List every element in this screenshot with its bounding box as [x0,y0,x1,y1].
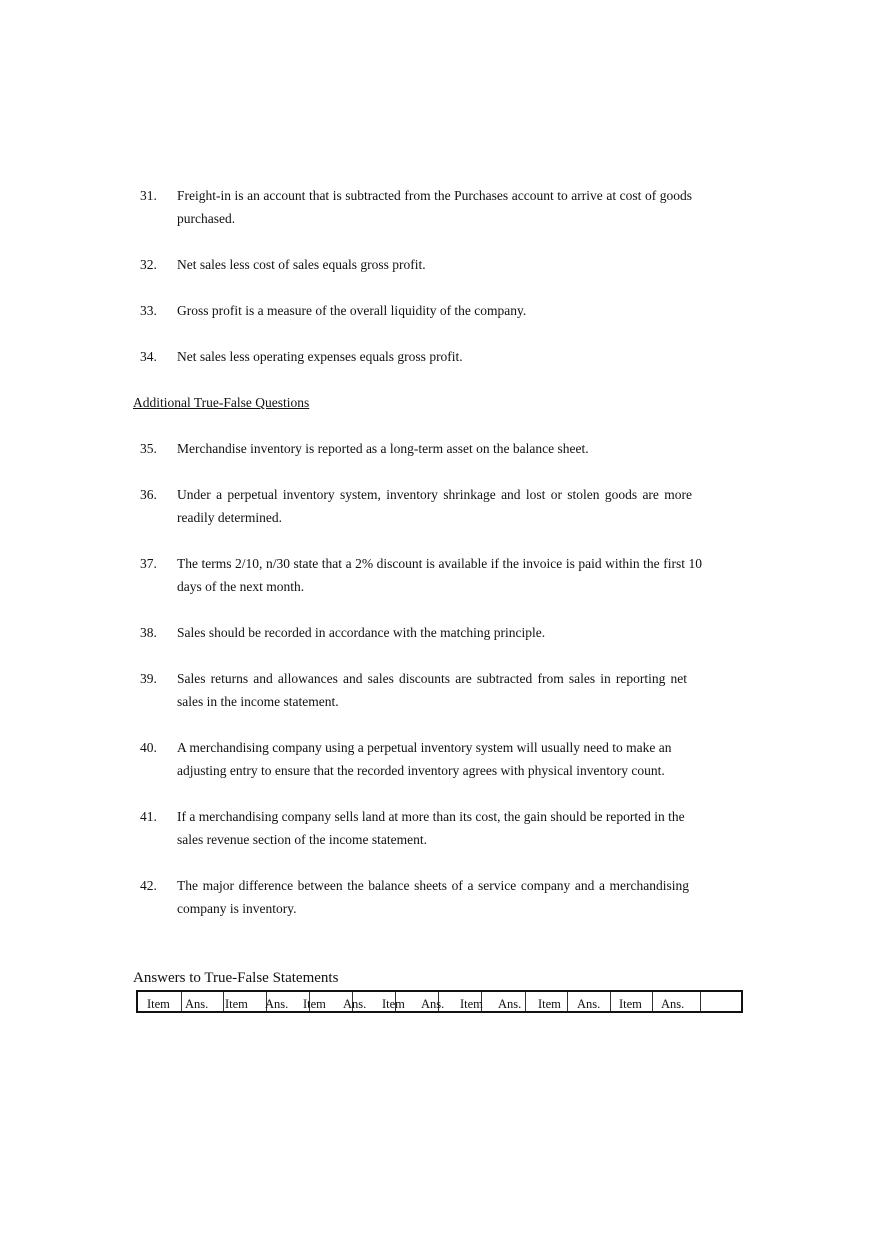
question-40: 40. A merchandising company using a perpetual inventory system will usually need to make an adjusting entry to ensure that the recorded inventory agrees with physical inventory count. [140,740,672,778]
header-ans: Ans. [577,997,601,1011]
table-column-divider [525,992,526,1011]
question-33: 33. Gross profit is a measure of the overall liquidity of the company. [140,303,527,318]
header-item: Item [538,997,561,1011]
question-35: 35. Merchandise inventory is reported as a long-term asset on the balance sheet. [140,441,589,456]
header-item: Item [460,997,483,1011]
table-column-divider [567,992,568,1011]
header-ans: Ans. [265,997,289,1011]
table-column-divider [610,992,611,1011]
header-item: Item [225,997,248,1011]
answers-title: Answers to True-False Statements [133,970,339,986]
question-41: 41. If a merchandising company sells land at more than its cost, the gain should be reported in the sales revenue section of the income statement. [140,809,685,847]
question-39: 39. Sales returns and allowances and sales discounts are subtracted from sales in reporting net sales in the income statement. [140,671,687,709]
header-ans: Ans. [498,997,522,1011]
question-34: 34. Net sales less operating expenses equals gross profit. [140,349,463,364]
question-42: 42. The major difference between the balance sheets of a service company and a merchandising company is inventory. [140,878,689,916]
header-item: Item [303,997,326,1011]
question-32: 32. Net sales less cost of sales equals gross profit. [140,257,426,272]
header-item: Item [147,997,170,1011]
header-ans: Ans. [343,997,367,1011]
question-37: 37. The terms 2/10, n/30 state that a 2% discount is available if the invoice is paid within the first 10 days of the next month. [140,556,702,594]
header-item: Item [619,997,642,1011]
header-ans: Ans. [661,997,685,1011]
table-column-divider [700,992,701,1011]
table-column-divider [652,992,653,1011]
header-item: Item [382,997,405,1011]
question-31: 31. Freight-in is an account that is subtracted from the Purchases account to arrive at cost of goods purchased. [140,188,692,226]
header-ans: Ans. [421,997,445,1011]
question-36: 36. Under a perpetual inventory system, inventory shrinkage and lost or stolen goods are more readily determined. [140,487,692,525]
answers-table [136,990,743,1013]
section-heading: Additional True-False Questions [133,395,310,410]
table-column-divider [223,992,224,1011]
header-ans: Ans. [185,997,209,1011]
table-column-divider [181,992,182,1011]
question-38: 38. Sales should be recorded in accordance with the matching principle. [140,625,546,640]
